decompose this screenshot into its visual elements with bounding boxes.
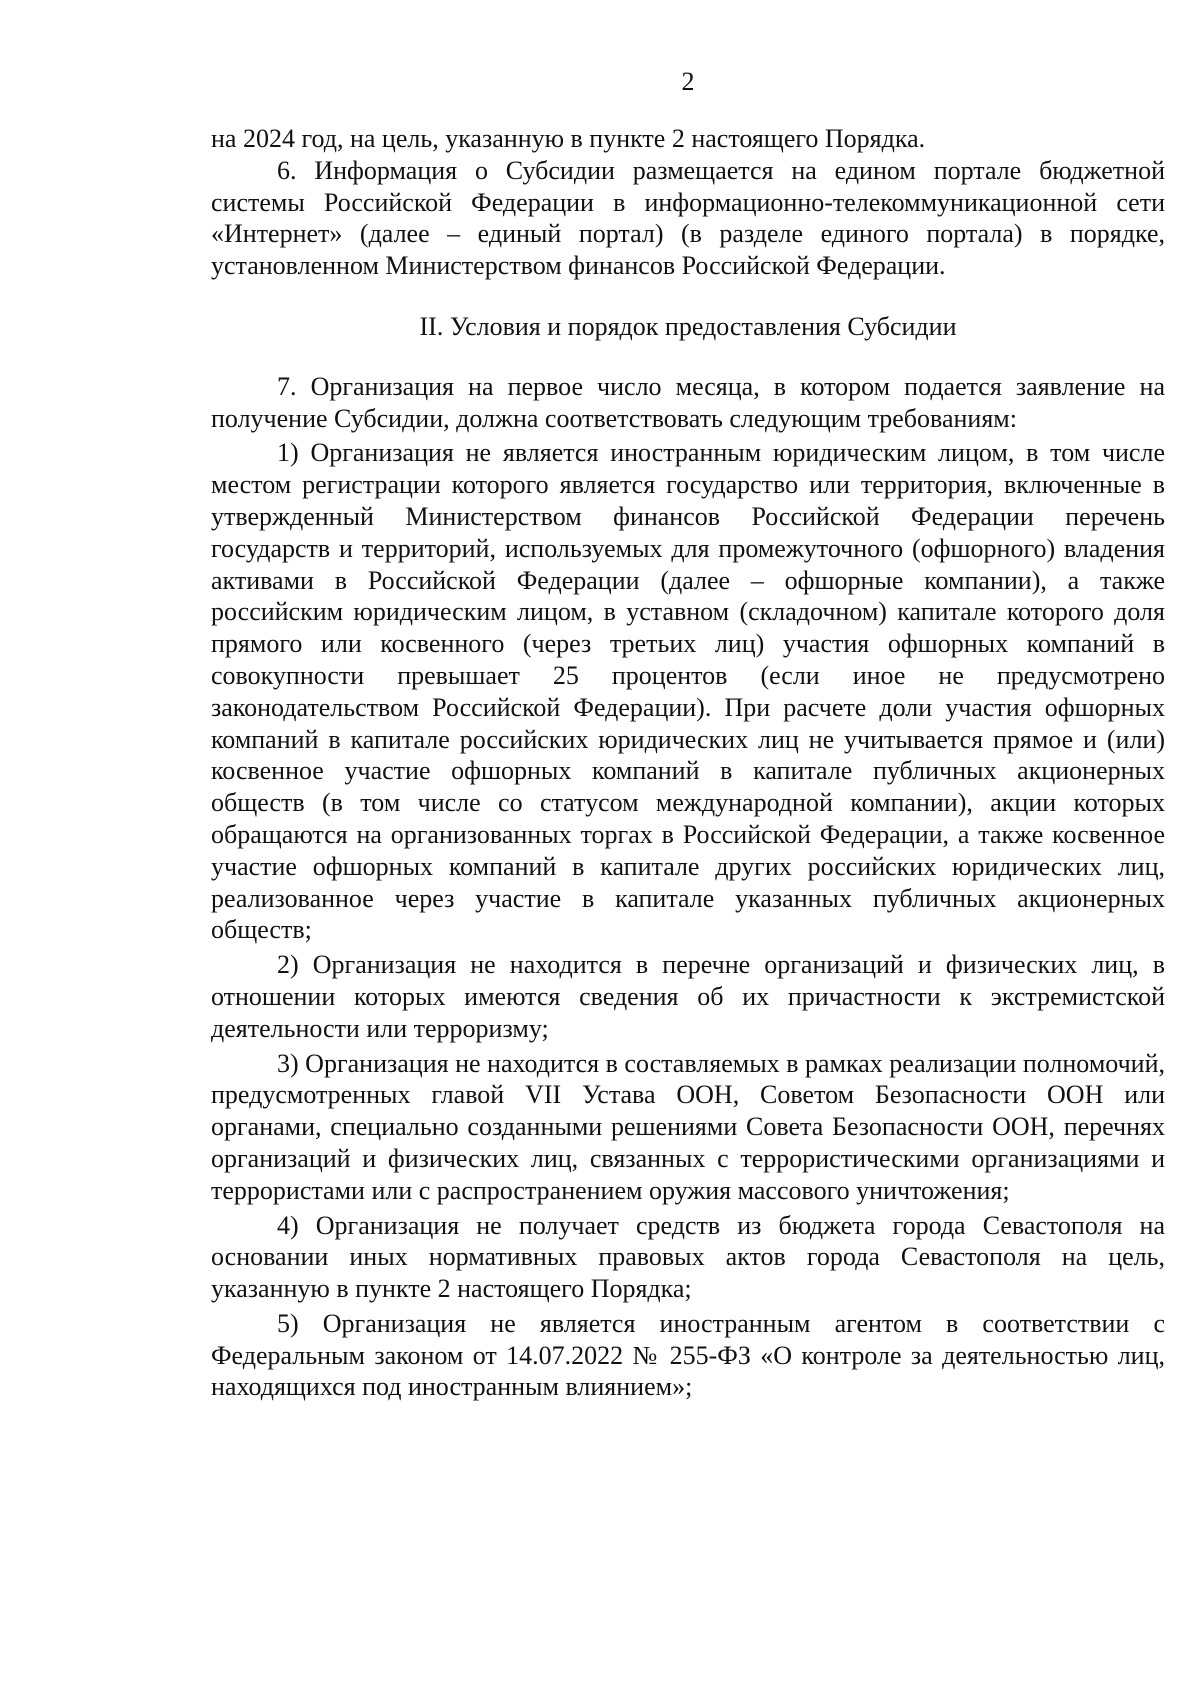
paragraph-6: 6. Информация о Субсидии размещается на едином портале бюджетной системы Российской Федерации в информационно-телекоммуникационной сети «Интернет» (далее – единый портал) (в разделе единого портала) в порядке, установленном Министерством финансов Российской Федерации. bbox=[211, 155, 1165, 281]
requirement-item-5: 5) Организация не является иностранным агентом в соответствии с Федеральным законом от 14.07.2022 № 255-ФЗ «О контроле за деятельностью лиц, находящихся под иностранным влиянием»; bbox=[211, 1308, 1165, 1402]
paragraph-7: 7. Организация на первое число месяца, в котором подается заявление на получение Субсидии, должна соответствовать следующим требованиям: bbox=[211, 371, 1165, 433]
document-body bbox=[211, 123, 1165, 1403]
page-number: 2 bbox=[681, 67, 695, 96]
requirement-item-3: 3) Организация не находится в составляемых в рамках реализации полномочий, предусмотренных главой VII Устава ООН, Советом Безопасности ООН или органами, специально созданными решениями Совета Безопасности ООН, перечнях организаций и физических лиц, связанных с террористическими организациями и террористами или с распространением оружия массового уничтожения; bbox=[211, 1048, 1165, 1205]
requirement-item-4: 4) Организация не получает средств из бюджета города Севастополя на основании иных нормативных правовых актов города Севастополя на цель, указанную в пункте 2 настоящего Порядка; bbox=[211, 1210, 1165, 1304]
requirement-item-2: 2) Организация не находится в перечне организаций и физических лиц, в отношении которых имеются сведения об их причастности к экстремистской деятельности или терроризму; bbox=[211, 950, 1165, 1043]
paragraph-continuation: на 2024 год, на цель, указанную в пункте 2 настоящего Порядка. bbox=[211, 124, 926, 153]
requirement-item-1: 1) Организация не является иностранным юридическим лицом, в том числе местом регистрации которого является государство или территория, включенные в утвержденный Министерством финансов Российской Федерации перечень государств и территорий, используемых для промежуточного (офшорного) владения активами в Российской Федерации (далее – офшорные компании), а также российским юридическим лицом, в уставном (складочном) капитале которого доля прямого или косвенного (через третьих лиц) участия офшорных компаний в совокупности превышает 25 процентов (если иное не предусмотрено законодательством Российской Федерации). При расчете доли участия офшорных компаний в капитале российских юридических лиц не учитывается прямое и (или) косвенное участие офшорных компаний в капитале публичных акционерных обществ (в том числе со статусом международной компании), акции которых обращаются на организованных торгах в Российской Федерации, а также косвенное участие офшорных компаний в капитале других российских юридических лиц, реализованное через участие в капитале указанных публичных акционерных обществ; bbox=[211, 438, 1165, 945]
section-title: II. Условия и порядок предоставления Субсидии bbox=[419, 311, 957, 341]
